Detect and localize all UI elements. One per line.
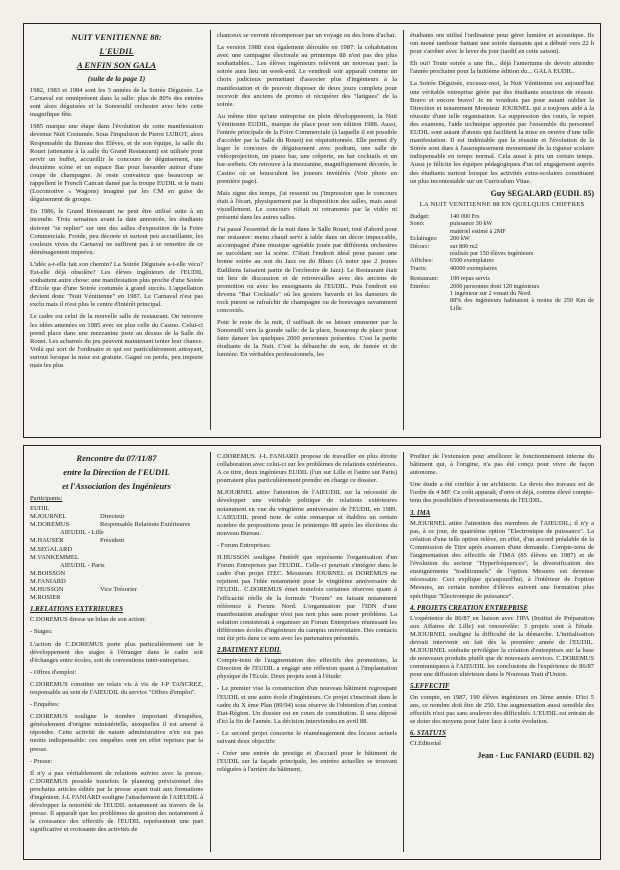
participant-name: M.ROSIER [30, 594, 61, 602]
figure-value: 2000 personnes dont 120 ingénieurs [450, 282, 540, 290]
paragraph: - Stages: [30, 628, 53, 636]
section-heading: 4. PROJETS CREATION ENTREPRISE [410, 604, 528, 612]
paragraph: L'expérience de 86/87 en liaison avec l'IPA (Institut de Préparation aux Affaires de Lille) est renouvelée: 3 projets sont à l'étude. M.JOURNEL souligne la difficulté de la démarche. L'initialisation devrait intervenir en fait dès la première année de l'EUDIL. M.JOURNEL souhaite privilégier la création d'entreprises sur la base de nouveaux produits plutôt que de nouveaux services. C.DOREMUS communiquera à l'AIEUDIL les conclusions de l'expérience de 86/87 pour une diffusion ultérieure dans le Nouveau Trait d'Union. [410, 614, 594, 679]
figure-label: Entrées: [410, 282, 431, 290]
paragraph: J'ai passé l'essentiel de la nuit dans le Salle Rouet, tout d'abord pour me restaurer: menu chaud servi à table dans un décor impeccable, accompagné d'une musique agréable jouée par différents orchestres se succédant sur la scène. C'était l'endroit idéal pour passer une bonne soirée au son du Jazz ou du Blues (A noter que 2 jeunes Eudiliens faisaient partie de l'orchestre de Jazz). Le Restaurant était un lieu de discussion et de retrouvailles avec des anciens de promotion ou avec les enseignants de l'EUDIL. Puis l'endroit est devenu "Bar Cocktails" où les gosiers bavards et les danseurs de rock purent se rafraîchir de champagne ou de breuvages savamment concoctés. [217, 226, 397, 314]
participant-name: M.FANIARD [30, 577, 66, 585]
figure-row [410, 257, 594, 264]
figure-value: 1 ingénieur sur 2 venait du Nord [450, 289, 531, 297]
article2-column-1-body [30, 606, 203, 834]
paragraph: - Créer une entrée de prestige et d'accueil pour le bâtiment de l'EUDIL sur la façade principale, les entrées actuelles se trouvant reléguées à l'arrière du bâtiment, [217, 750, 397, 774]
participant-row [30, 546, 203, 554]
participant-row [30, 554, 203, 562]
figure-row [410, 272, 594, 282]
paragraph: Le cadre est celui de la nouvelle salle de restaurant. On retrouve les idées amenées en 1985 avec en plus celle du Casino. Celui-ci prend place dans une mezzanine juste au dessus de la Salle du Rouet. Les acharnés du jeu peuvent maintenant tenter leur chance. Voilà qui sort de l'ordinaire et qui est particulièrement attrayant, surtout lorsque la mise est gratuite. Gagné ou perdu, peu importe mais les plus [30, 313, 203, 369]
section-heading: 3. IMA [410, 509, 431, 517]
paragraph: Pour le reste de la nuit, il suffisait de se laisser emmener par la Sonoeudil vers la grande salle: de la place, beaucoup de place pour faire danser les quelques 2000 personnes présentes. C'est la partie étudiante de la Nuit. C'est la débauche de son, de fumée et de lumière. En véritables professionnels, les [217, 319, 397, 359]
figure-row [410, 290, 594, 297]
participant-name: M.BOISSON [30, 569, 66, 577]
figure-value: 140 000 Frs [450, 212, 480, 220]
paragraph: M.JOURNEL attire l'attention de l'AIEUDIL sur la nécessité de développer une véritable politique de relations extérieures notamment en vue du vingtième anniversaire de l'EUDIL en 1989. L'AIEUDIL prend note de cette remarque et établira un certain nombre de propositions pour le printemps 88 après les élections du nouveau Bureau. [217, 489, 397, 537]
section-heading: 6. STATUTS [410, 729, 446, 737]
figure-value: 6500 exemplaires [450, 257, 494, 265]
paragraph: - Le premier vise la construction d'un nouveau bâtiment regroupant l'EUDIL et une autre école d'ingénieurs. Ce projet s'inscrirait dans le cadre du X ème Plan (89/94) sous réserve de l'obtention d'un contrat Etat-Région. Un dossier est en cours de constitution. Il sera déposé d'ici la fin de l'année. La décision interviendra en avril 88. [217, 685, 397, 725]
article1-column-3 [410, 32, 594, 432]
figure-label: Restaurant: [410, 275, 439, 283]
figures-table [410, 213, 594, 312]
paragraph: C.DOREMUS dresse un bilan de son action: [30, 616, 147, 624]
participants-list [30, 505, 203, 602]
article1-title-line2: L'EUDIL [99, 46, 134, 56]
participant-name: EUDIL [30, 505, 50, 513]
figure-value: puissance 30 kW [450, 220, 493, 228]
figure-label: Décors: [410, 242, 430, 250]
figures-title: LA NUIT VENITIENNE 88 EN QUELQUES CHIFFRES [419, 200, 585, 208]
participant-row [30, 586, 203, 594]
paragraph: En 1986, le Grand Restaurant ne peut être utilisé suite à un incendie. Trois semaines avant la date annoncée, les étudiants doivent "se replier" sur une des salles d'exposition de la Foire Commerciale. Froide, peu décorée et surtout peu accueillante, les couleurs vives du Carnaval ne suffirent pas à se remettre de ce déménagement imprévu. [30, 208, 203, 256]
article2-title-line3: et l'Association des Ingénieurs [62, 481, 171, 491]
figure-row [410, 297, 594, 312]
participant-role: Vice Trésorier [100, 586, 137, 594]
article1-subtitle: (suite de la page 1) [87, 74, 146, 83]
article2-column-1 [30, 453, 203, 855]
paragraph: On compte, en 1987, 190 élèves ingénieurs en 3ème année. D'ici 5 ans, ce nombre doit être de 250. Une augmentation aussi sensible des effectifs n'est pas sans soulever des difficultés. L'EUDIL est entrain de se doter des moyens pour faire face à cette évolution. [410, 693, 594, 725]
figure-value: 40000 exemplaires [450, 264, 497, 272]
paragraph: Mais signe des temps, j'ai ressenti ou j'impression que le concours était à l'écart, physiquement par la disposition des salles, mais aussi visuellement. Le concours n'était ni retransmis par la vidéo ni présenté dans les autres salles. [217, 189, 397, 221]
figure-label: Affiches: [410, 257, 433, 265]
figure-row [410, 228, 594, 235]
section-heading: 2.BATIMENT EUDIL [217, 647, 281, 655]
figure-label [410, 290, 450, 297]
paragraph: - Le second projet concerne le réaménagement des locaux actuels suivant deux objectifs: [217, 729, 397, 745]
article1-column-1 [30, 32, 203, 432]
figure-label: Sono: [410, 220, 425, 228]
paragraph: Cf.Editorial [410, 740, 441, 747]
participant-row [30, 521, 203, 529]
figure-row [410, 235, 594, 242]
figure-row [410, 250, 594, 257]
figure-label: Eclairages: [410, 235, 438, 243]
figure-value: 200 kW [450, 235, 470, 243]
participant-row [30, 562, 203, 570]
paragraph: 1985 marque une étape dans l'évolution de cette manifestation devenue Nuit Costumée. Sous l'impulsion de Pierre LUROT, alors Responsable du Bureau des Elèves, et de son équipe, la salle du Rouet (attenante à la salle du Grand Restaurant) est utilisée pour servir un buffet, accueillir le concours de déguisement, une deuxième scène et un espace Bar pour bavarder autour d'une coupe de champagne. Je reste convaincu que beaucoup se rappellent le French Cancan dansé par la troupe EUDIL et le train (Locomotive « Wagons) imaginé par les CM en guise de déguisement de groupe. [30, 123, 203, 204]
section-heading: 1.RELATIONS EXTERIEURES [30, 606, 124, 614]
paragraph: - Presse: [30, 757, 53, 765]
figure-label [410, 250, 450, 257]
figure-value: 88% des ingénieurs habitaient à moins de 250 Km de Lille [450, 297, 594, 312]
participant-row [30, 505, 203, 513]
paragraph: chanceux se verront récompenser par un voyage ou des bons d'achat. [217, 32, 396, 39]
figure-row [410, 220, 594, 227]
figure-row [410, 243, 594, 250]
column-divider [403, 452, 404, 852]
participant-name: M.HUSSON [30, 586, 64, 594]
participant-name [30, 529, 60, 537]
participant-role: Président [100, 537, 125, 545]
paragraph: étudiants ont utilisé l'ordinateur pour gérer lumière et acoustique. Ils ont mené tambour battant une soirée dansante qui a débuté vers 22 h pour s'arrêter avec le lever du jour (tardif en cette saison). [410, 32, 594, 56]
participant-row [30, 594, 203, 602]
article2-column-2-body [217, 453, 397, 774]
article1-title-line3: A ENFIN SON GALA [76, 60, 157, 70]
paragraph: - Forum Entreprises: [217, 541, 271, 549]
figure-label: Budget: [410, 212, 430, 220]
figure-label: Tracts: [410, 264, 427, 272]
article1-column-1-body [30, 87, 203, 370]
participant-name: M.VANKEMMEL [30, 553, 79, 561]
paragraph: Au même titre qu'une entreprise en plein développement, la Nuit Vénitienne EUDIL, marque de place pour son édition 1988. Aussi, l'entrée principale de la Foire Commerciale (à laquelle il est possible d'accéder par la Salle du Rouet) est réquisitionnée. Elle permet d'y loger le concours de déguisement avec podium, une salle de vidéoprojection, un piano bar, une crêperie, un bar cocktails et un bar-sorbets. On retrouve à la mezzanine, magnifiquement décorée, le Casino où se bousculent les joueurs invétérés (Voir photo en première page). [217, 112, 397, 185]
participants-label: Participants: [30, 495, 63, 502]
participant-role: AIEUDIL - Lille [60, 529, 104, 537]
article2-column-2 [217, 453, 397, 855]
figure-value: 100 repas servis [450, 275, 490, 283]
column-divider [210, 452, 211, 852]
participant-role: Directeur [100, 513, 125, 521]
paragraph: H.HUSSON souligne l'intérêt que représente l'organisation d'un Forum Entreprises par l'EUDIL. Celle-ci pourrait s'intégrer dans le cadre d'un projet ITEC. Messieurs JOURNEL et DOREMUS ne rejettent pas l'idée notamment pour le vingtième anniversaire de l'EUDIL. C.DOREMUS émet toutefois certaines réserves quant à l'efficacité réelle de la formule "Forum" en faisant notamment référence à Forum Nord. L'organisation par l'IDN d'une manifestation analogue n'est pas non plus sans poser problème. La solution consisterait à organiser un Forum Entreprises réunissant les différentes écoles d'ingénieurs du campus universitaire. Des contacts ont été pris dans ce sens avec les partenaires présentés. [217, 554, 397, 642]
article1-title-line1: NUIT VENITIENNE 88: [71, 32, 162, 42]
paragraph: - Enquêtes: [30, 701, 60, 709]
participant-name: M.HAUSER [30, 537, 64, 545]
section-heading: 5.EFFECTIF [410, 683, 450, 691]
paragraph: C.DOREMUS souligne le nombre important d'enquêtes, généralement d'origine ministérielle, auxquelles il est amené à répondre. Cette activité de nature administrative n'en est pas moins indispensable: ces enquêtes sont en effet reprises par la presse. [30, 713, 203, 753]
article2-title-line1: Rencontre du 07/11/87 [76, 453, 157, 463]
participant-name: M.JOURNEL [30, 513, 67, 521]
article2-column-3 [410, 453, 594, 855]
column-divider [210, 30, 211, 430]
participant-role: Responsable Relations Extérieures [100, 521, 191, 529]
paragraph: L'action de C.DOREMUS porte plus particulièrement sur le développement des stages à l'étranger dans le cadre soit d'échanges entre écoles, soit de conventions inter-entreprises. [30, 640, 203, 664]
figure-label [410, 297, 450, 312]
participant-row [30, 578, 203, 586]
figure-row [410, 213, 594, 220]
paragraph: C.DOREMUS constitue un relais vis à vis de J-P TANCREZ, responsable au sein de l'AIEUDIL du service "Offres d'emploi". [30, 680, 203, 696]
paragraph: Eh oui! Toute soirée a une fin... déjà l'amertume de devoir attendre l'année prochaine pour la huitième édition du... GALA EUDIL. [410, 60, 594, 76]
figure-label [410, 228, 450, 235]
participant-name: M.DOREMUS [30, 521, 70, 529]
article2-column-3-body [410, 453, 594, 748]
article2-title-line2: entre la Direction de l'EUDIL [63, 467, 170, 477]
figure-value: réalisés par 150 élèves ingénieurs [450, 249, 534, 257]
paragraph: M.JOURNEL attire l'attention des membres de l'AIEUDIL; il n'y a pas, à ce jour, de quatrième option "Electronique de puissance". La création d'une telle option relève, en effet, d'un accord préalable de la Commission de Titre après examen d'une demande. Compte-tenu de l'augmentation des effectifs de l'IMA (85 élèves en 1987) et de l'évolution du secteur "Hyperfréquences", la diversification des enseignements "traditionnels" de l'option Mesures est devenue nécessaire. Ceci explique qu'aujourd'hui, à l'intérieur de l'option Mesures, un certain nombre d'élèves suivent une formation plus spécifique "Electronique de puissance". [410, 519, 594, 600]
paragraph: Il n'y a pas véritablement de relations suivies avec la presse. C.DOREMUS possède toutefois le planning prévisionnel des prochains articles édités par la presse ayant trait aux formations d'ingénieur. J-L FANIARD souligne l'attachement de l'AIEUDIL à développer la notoriété de l'EUDIL notamment au travers de la presse. Il apparaît que les problèmes de gestion des notamment à la croissance des effectifs de l'EUDIL représentent une part significative et croissante des activités de [30, 769, 203, 834]
figure-value: sur 800 m2 [450, 242, 478, 250]
paragraph: Compte-tenu de l'augmentation des effectifs des promotions, la Direction de l'EUDIL a engagé une réflexion quant à l'implantation physique de l'Ecole. Deux projets sont à l'étude: [217, 657, 397, 681]
paragraph: Profiter de l'extension pour améliorer le fonctionnement interne du bâtiment qui, à l'origine, n'a pas été conçu pour vivre de façon autonome. [410, 453, 594, 477]
figure-row [410, 265, 594, 272]
paragraph: - Offres d'emploi: [30, 668, 77, 676]
figure-row [410, 283, 594, 290]
participant-name [30, 562, 60, 570]
participant-role: AIEUDIL - Paris [60, 561, 105, 569]
participant-row [30, 537, 203, 545]
figure-value: matériel estimé à 2MF [450, 227, 506, 235]
article1-column-2-body [217, 32, 397, 360]
column-divider [403, 30, 404, 430]
article1-column-3-body [410, 32, 594, 186]
paragraph: La Soirée Déguisée, excusez-moi, la Nuit Vénitienne est aujourd'hui une véritable entreprise gérée par des étudiants soucieux de réussir. Bravo et encore bravo! Je ne voudrais pas pour autant oublier la Direction et notamment Monsieur JOURNEL qui a toujours aidé à la réussite d'une telle organisation. La suppression des cours, le report des examens, l'aide technique apportée par l'ensemble du personnel EUDIL sont autant d'atouts qui facilitent la mise en oeuvre d'une telle manifestation. Il est indéniable que la réussite et l'évolution de la Soirée sont dues à l'assoupissement momentané de la rigueur scolaire indispensable en temps normal. Cela aussi à pris un certain temps. Aussi je félicite les équipes pédagogiques d'un tel engagement auprès des étudiants surtout lorsque les activités extra-scolaires constituent un plus incontestable sur un Curriculum Vitae. [410, 80, 594, 185]
article1-signature: Guy SEGALARD (EUDIL 85) [490, 188, 594, 198]
article1-column-2 [217, 32, 397, 432]
participant-row [30, 529, 203, 537]
paragraph: Une étude a été confiée à un architecte. Le devis des travaux est de l'ordre de 4 MF. Ce coût apparaît, d'ores et déjà, comme élevé compte-tenu des possibilités d'investissements de l'EUDIL. [410, 481, 594, 505]
paragraph: C.DOREMUS. J-L FANIARD propose de travailler en plus étroite collaboration avec celui-ci sur les problèmes de relations extérieures. A ce titre, deux ingénieurs EUDIL (l'un sur Lille et l'autre sur Paris) pourraient plus particulièrement prendre en charge ce dossier. [217, 453, 397, 485]
paragraph: L'idée a-t-elle fait son chemin? La Soirée Déguisée a-t-elle vécu? Est-elle déjà obsolète? Les élèves ingénieurs de l'EUDIL souhaitent autre chose: une manifestation plus proche d'une Soirée d'Ecole que d'une Soirée costumée à grand succès. L'appellation devient donc "Nuit Vénitienne" en 1987. Le Carnaval n'est pas exclu mais il n'est plus le centre d'intérêt principal. [30, 260, 203, 309]
paragraph: La version 1988 s'est également déroulée en 1987: la cohabitation avec une campagne électorale au printemps 88 n'est pas des plus souhaitables... Les élèves ingénieurs relèvent un nouveau pari: la soirée aura lieu un week-end. Le vendredi soir apparaît comme un choix judicieux permettant d'associer plus d'ingénieurs à la manifestation et de pouvoir disposer de deux jours complets pour recevoir des anciens de promo et récupérer des "fatigues" de la soirée. [217, 44, 397, 108]
paragraph: 1982, 1983 et 1984 sont les 3 années de la Soirée Déguisée. Le Carnaval est omniprésent dans la salle: plus de 80% des entrées sont alors déguisées et la Sonoeudil orchestre avec brio cette magnifique fête. [30, 87, 203, 119]
participant-row [30, 570, 203, 578]
article2-signature: Jean - Luc FANIARD (EUDIL 82) [477, 751, 594, 761]
participant-row [30, 513, 203, 521]
participant-name: M.SEGALARD [30, 545, 73, 553]
